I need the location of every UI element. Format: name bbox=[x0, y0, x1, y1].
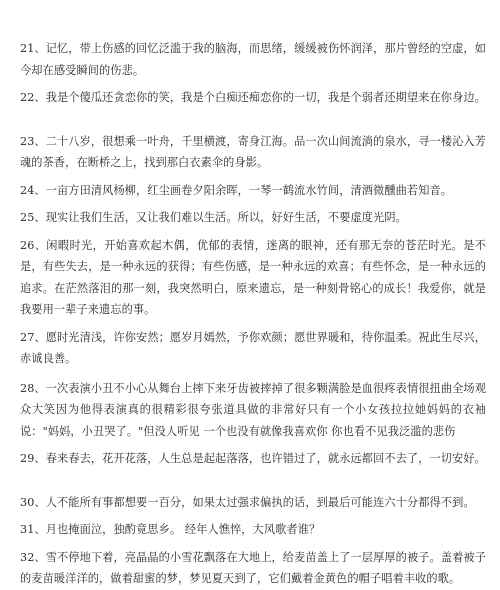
entry-32: 32、雪不停地下着，亮晶晶的小雪花飘落在大地上，给麦苗盖上了一层厚厚的被子。盖着被子的麦苗暖洋洋的，做着甜蜜的梦，梦见夏天到了，它们戴着金黄色的帽子唱着丰收的歌。 bbox=[20, 550, 486, 585]
entry-26: 26、闲暇时光，开始喜欢起木偶，优郁的表情，迷离的眼神，还有那无奈的苍茫时光。是不是，有些失去，是一种永远的获得；有些伤感，是一种永远的欢喜；有些怀念，是一种永远的追求。在茫然落泪的那一刻，我突然明白，原来遗忘，是一种刻骨铭心的成长！我爱你，就是我要用一辈子来遗忘的事。 bbox=[20, 238, 486, 316]
entry-list bbox=[20, 38, 486, 590]
entry-28: 28、一次表演小丑不小心从舞台上摔下来牙齿被摔掉了很多颗满脸是血很疼表情很扭曲全场观众大笑因为他得表演真的很精彩很夸张道具做的非常好只有一个小女孩拉拉她妈妈的衣袖说："妈妈，小丑哭了。"但没人听见 一个也没有就像我喜欢你 你也看不见我泛滥的悲伤 bbox=[20, 381, 486, 438]
entry-25: 25、现实让我们生活，又让我们难以生活。所以，好好生活，不要虚度光阴。 bbox=[20, 211, 407, 224]
entry-21: 21、记忆，带上伤感的回忆泛滥于我的脑海，而思绪，缓缓被伤怀润泽，那片曾经的空虚，如今却在感受瞬间的伤悲。 bbox=[20, 42, 486, 77]
entry-22: 22、我是个傻瓜还贪恋你的笑，我是个白痴还痴恋你的一切，我是个弱者还期望来在你身边。 bbox=[20, 91, 486, 104]
entry-27: 27、愿时光清浅，许你安然；愿岁月嫣然，予你欢颜；愿世界暖和，待你温柔。祝此生尽兴，赤诚良善。 bbox=[20, 330, 486, 365]
entry-29: 29、春来春去，花开花落，人生总是起起落落，也许错过了，就永远都回不去了，一切安好。 bbox=[20, 452, 486, 465]
entry-30: 30、人不能所有事都想要一百分，如果太过强求偏执的话，到最后可能连六十分都得不到。 bbox=[20, 495, 475, 509]
entry-24: 24、一亩方田清风杨柳，红尘画卷夕阳余晖，一琴一鹤流水竹间，清酒微醺曲若知音。 bbox=[20, 183, 453, 197]
entry-31: 31、月也掩面泣，独酌竟思乡。 经年人憔悴，大风歌者谁？ bbox=[20, 523, 321, 536]
entry-23: 23、二十八岁，很想乘一叶舟，千里横渡，寄身江海。品一次山间流淌的泉水，寻一楼沁入芳魂的茶香，在断桥之上，找到那白衣素伞的身影。 bbox=[20, 134, 486, 169]
